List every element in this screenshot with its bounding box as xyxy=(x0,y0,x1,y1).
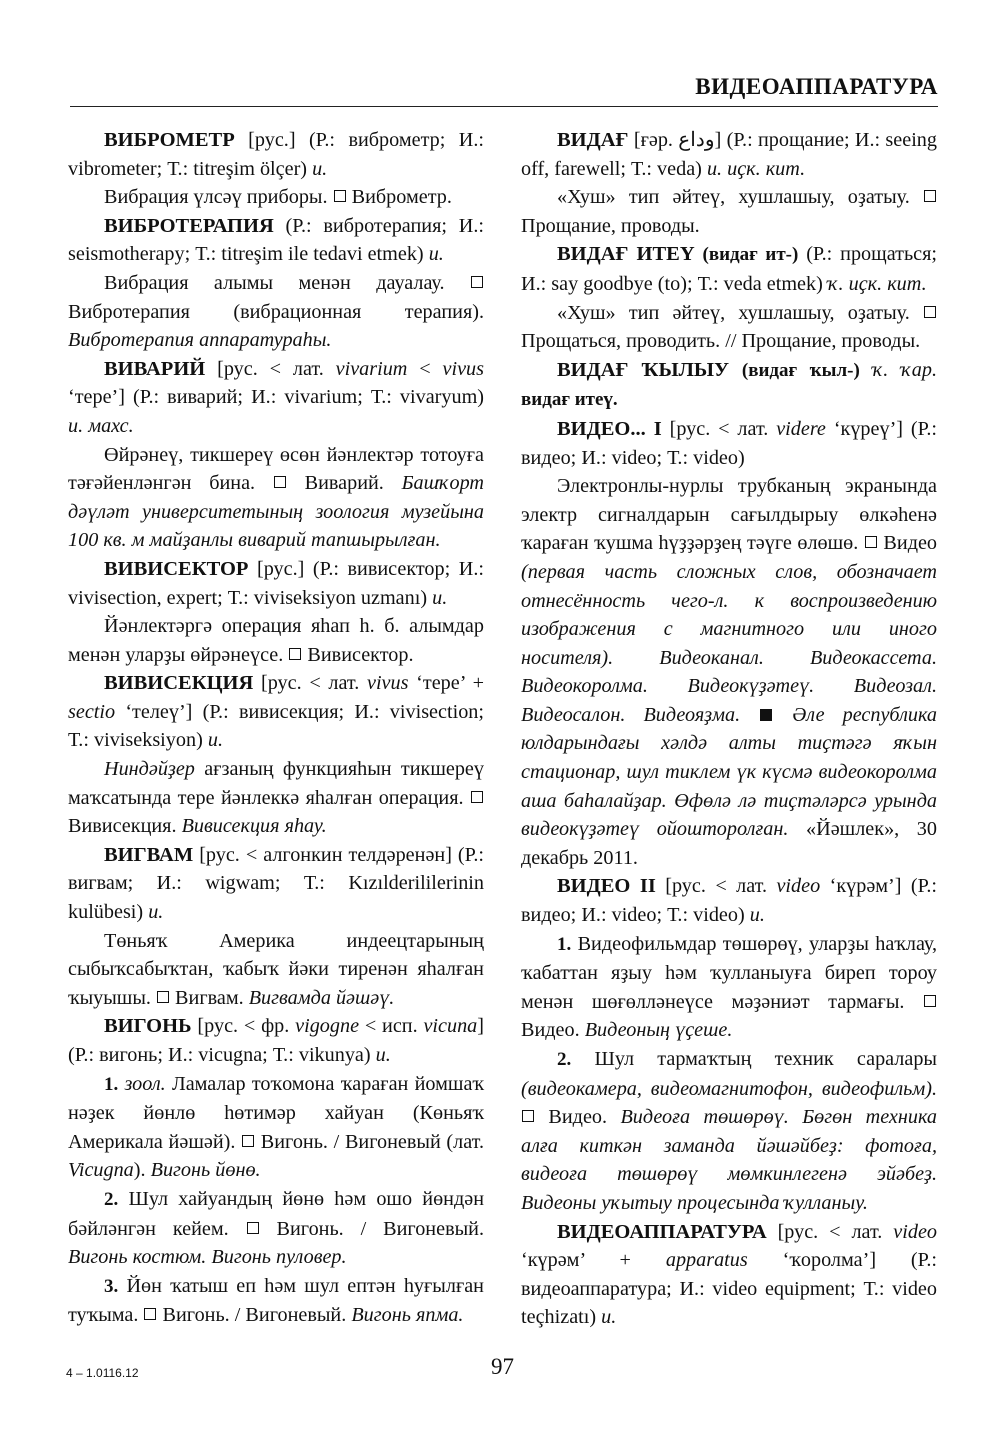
example: Башҡорт дәүләт университетының зоология музейына 100 кв. м майҙанлы виварий тапшырылған. xyxy=(68,472,484,552)
etymology: [рус. < лат. xyxy=(669,417,769,440)
etymology: ‘күрәм’] (Р.: видео; И.: video; Т.: video) xyxy=(521,875,938,927)
translation: Прощаться, проводить. // Прощание, проводы. xyxy=(521,330,921,353)
citation: «Йәшлек», 30 декабрь 2011. xyxy=(521,818,937,869)
entry-vivariy xyxy=(68,355,484,441)
part-of-speech: и. xyxy=(312,157,328,180)
etymology: [рус. < лат. xyxy=(260,672,360,695)
etymology: < исп. xyxy=(364,1015,418,1038)
definition xyxy=(68,927,484,1013)
translation-box-icon xyxy=(289,648,301,660)
translation-note: (первая часть сложных слов, обозначает отнесённость чего-л. к воспроизведению изображения с магнитного или иного носителя). xyxy=(521,560,937,669)
translation: Вивисекция. xyxy=(68,815,177,838)
definition-italic: Ниндәйҙер xyxy=(104,758,195,781)
translation: Вигонь. / Вигоневый. xyxy=(276,1217,485,1240)
etymology: [рус.] (Р.: виброметр; И.: vibrometer; Т.: titreşim ölçer) xyxy=(68,129,485,180)
translation-box-icon xyxy=(242,1135,254,1147)
definition xyxy=(68,269,484,355)
latin-word: vigogne xyxy=(295,1015,360,1038)
etymology: [рус.] (Р.: вивисектор; И.: vivisection, expert; Т.: viviseksiyon uzmanı) xyxy=(68,557,484,609)
etymology: ] (Р.: вигонь; И.: vicugna; Т.: vikunya) xyxy=(68,1015,485,1066)
etymology: ‘тере’ + xyxy=(416,672,485,695)
translation: Прощание, проводы. xyxy=(521,214,700,237)
latin-word: vivus xyxy=(366,672,409,695)
translation: Вигонь. / Вигоневый. xyxy=(162,1304,347,1327)
headword: ВИВИСЕКТОР xyxy=(104,557,249,580)
sense-number: 1. xyxy=(104,1073,119,1095)
translation: Виброметр. xyxy=(351,186,452,209)
headword-stem: (видағ ҡыл-) xyxy=(741,359,860,381)
definition-text: Электронлы-нурлы трубканың экранында электр сигналдарын сағылдырыу өлкәһенә ҡараған ҡушма һүҙҙәрҙең тәүге өлөшө. xyxy=(521,475,937,555)
sense-3 xyxy=(68,1272,484,1330)
sense-1 xyxy=(521,930,937,1045)
translation: Вибротерапия (вибрационная терапия). xyxy=(68,300,484,323)
sense-number: 2. xyxy=(104,1188,119,1210)
etymology: [рус. < лат. xyxy=(665,875,768,898)
translation: Вигвам. xyxy=(175,986,244,1009)
sense-2 xyxy=(68,1185,484,1272)
part-of-speech: и. xyxy=(749,904,765,927)
etymology: (Р.: вибротерапия; И.: seismotherapy; Т.: titreşim ile tedavi etmek) xyxy=(68,214,485,266)
part-of-speech: и. махс. xyxy=(68,414,134,437)
quotation: Әле республика юлдарындағы хәлдә алты тиҫтәгә яҡын стационар, шул тиклем үк күсмә видеокоролма аша баһалайҙар. Өфөлә лә тиҫтәләрсә урында видеокүҙәтеү ойошторолған. xyxy=(521,703,938,841)
entry-vigon xyxy=(68,1012,484,1069)
etymology: ‘күреү’] (Р.: видео; И.: video; Т.: video) xyxy=(521,417,938,469)
definition-text: Вибрация алымы менән дауалау. xyxy=(104,271,445,294)
part-of-speech: и. xyxy=(601,1306,617,1329)
definition xyxy=(68,612,484,669)
latin-word: vivus xyxy=(442,357,485,380)
part-of-speech: ҡ. ҡар. xyxy=(872,358,938,381)
latin-word: vicuna xyxy=(423,1015,478,1038)
definition-text: Вибрация үлсәү приборы. xyxy=(104,186,328,209)
part-of-speech: и. xyxy=(148,901,164,924)
translation-box-icon xyxy=(924,995,936,1007)
sense-2 xyxy=(521,1045,937,1218)
right-column xyxy=(521,126,937,1332)
part-of-speech: и. xyxy=(207,729,223,752)
etymology-sign: < xyxy=(419,357,431,380)
etymology: [рус. < лат. xyxy=(217,357,324,380)
definition-text: Видеофильмдар төшөрөү, уларҙы һаҡлау, ҡабаттан яҙыу һәм ҡулланыуға биреп тороу менән шөғөлләнеүсе мәҙәниәт тармағы. xyxy=(521,932,937,1013)
translation-box-icon xyxy=(865,536,877,548)
translation: Виварий. xyxy=(304,472,384,495)
cross-reference: видағ итеү. xyxy=(521,389,618,411)
definition xyxy=(68,441,484,555)
etymology: ‘ҡоролма’] (Р.: видеоаппаратура; И.: video equipment; Т.: video teçhizatı) xyxy=(521,1249,938,1329)
example: Видеоға төшөрөү. Бөгөн техника алға киткән заманда йәшәйбеҙ: фотоға, видеоға төшөрөү мөмкинлегенә эйәбеҙ. Видеоны уҡытыу процесында ҡулланыу. xyxy=(521,1106,937,1214)
translation-box-icon xyxy=(471,791,483,803)
sense-1 xyxy=(68,1070,484,1185)
definition-text: Төньяҡ Америка индеецтарының сыбыҡсабыҡтан, ҡабыҡ йәки тиренән яһалған ҡыуышы. xyxy=(68,929,484,1009)
translation-box-icon xyxy=(522,1110,534,1122)
definition-text: Ламалар тоҡомона ҡараған йомшаҡ нәҙек йөнлө һөтимәр хайуан (Көньяҡ Америкала йәшәй). xyxy=(68,1072,484,1153)
etymology: ‘тере’] (Р.: виварий; И.: vivarium; Т.: vivaryum) xyxy=(68,386,484,409)
latin-word: Vicugna xyxy=(68,1159,134,1182)
headword: ВИДАҒ xyxy=(557,129,629,151)
headword: ВИДЕО II xyxy=(557,875,656,898)
translation: Вивисектор. xyxy=(307,643,414,666)
etymology: ‘телеү’] (Р.: вивисекция; И.: vivisection; Т.: viviseksiyon) xyxy=(68,700,484,752)
definition-text: Йөн ҡатыш еп һәм шул ептән һуғылған туҡыма. xyxy=(68,1274,484,1327)
etymology: [рус. < фр. xyxy=(197,1015,290,1038)
translation: Видео xyxy=(883,532,938,555)
entry-vibroterapia xyxy=(68,212,484,269)
example: Вигонь костюм. Вигонь пуловер. xyxy=(68,1246,347,1269)
quotation-square-icon xyxy=(760,709,772,721)
etymology: [рус. < лат. xyxy=(777,1220,883,1243)
translation-box-icon xyxy=(144,1308,156,1320)
example: Видеоканал. Видеокассета. Видеокоролма. Видеокүҙәтеү. Видеозал. Видеосалон. Видеояҙма. xyxy=(521,646,937,726)
etymology: [ғәр. وداع] (Р.: прощание; И.: seeing off, farewell; Т.: veda) xyxy=(521,129,937,180)
printer-signature: 4 – 1.0116.12 xyxy=(66,1366,139,1380)
entry-vivisektor xyxy=(68,555,484,612)
definition-text: Йәнлектәргә операция яһап һ. б. алымдар менән уларҙы өйрәнеүсе. xyxy=(68,615,484,666)
definition xyxy=(68,755,484,841)
entry-vidag-kylyu xyxy=(521,356,937,415)
translation: Видео. xyxy=(548,1106,608,1129)
running-header xyxy=(70,72,938,107)
entry-vibrometer xyxy=(68,126,484,183)
definition-text: ағзаның функцияһын тикшереү маҡсатында тере йәнлеккә яһалған операция. xyxy=(68,758,484,809)
latin-word: video xyxy=(893,1220,937,1243)
translation-box-icon xyxy=(924,190,936,202)
definition-text: Шул тармаҡтың техник саралары xyxy=(594,1048,937,1070)
headword: ВИГОНЬ xyxy=(104,1015,192,1038)
headword: ВИБРОТЕРАПИЯ xyxy=(104,214,274,237)
headword: ВИДЕОАППАРАТУРА xyxy=(557,1220,767,1243)
headword-stem: (видағ ит-) xyxy=(702,244,799,266)
example: Видеоның үҫеше. xyxy=(584,1019,733,1042)
example: Вибротерапия аппаратураһы. xyxy=(68,329,332,352)
translation-box-icon xyxy=(274,476,286,488)
entry-vidag xyxy=(521,126,937,183)
domain-label: зоол. xyxy=(124,1072,166,1095)
latin-word: sectio xyxy=(68,700,116,723)
entry-vivisekcia xyxy=(68,669,484,755)
headword: ВИДЕО... I xyxy=(557,417,662,440)
definition xyxy=(521,472,937,872)
part-of-speech: и. xyxy=(432,586,448,609)
headword: ВИВИСЕКЦИЯ xyxy=(104,672,254,695)
etymology: (Р.: прощаться; И.: say goodbye (to); Т.: veda etmek) xyxy=(521,243,938,295)
definition-text: «Хуш» тип әйтеү, хушлашыу, оҙатыу. xyxy=(557,186,910,209)
translation-box-icon xyxy=(334,190,346,202)
example: Вигвамда йәшәү. xyxy=(248,986,395,1009)
definition xyxy=(521,183,937,240)
latin-word: video xyxy=(776,875,821,898)
entry-videoapparatura xyxy=(521,1218,937,1332)
running-title: ВИДЕОАППАРАТУРА xyxy=(695,74,938,99)
definition-text: Шул хайуандың йөнө һәм ошо йөндән бәйләнгән кейем. xyxy=(68,1187,484,1240)
translation: ). xyxy=(133,1159,146,1182)
etymology: [рус. < алгонкин телдәренән] (Р.: вигвам; И.: wigwam; Т.: Kızılderililerinin kulübesi) xyxy=(68,843,485,924)
translation-box-icon xyxy=(247,1222,259,1234)
translation-box-icon xyxy=(157,991,169,1003)
sense-number: 3. xyxy=(104,1275,119,1297)
entry-video-1 xyxy=(521,415,937,472)
definition-text: Өйрәнеү, тикшереү өсөн йәнлектәр тотоуға тәғәйенләнгән бина. xyxy=(68,443,484,495)
headword: ВИГВАМ xyxy=(104,843,194,866)
part-of-speech: и. иҫк. кит. xyxy=(706,157,806,180)
translation-box-icon xyxy=(924,306,936,318)
entry-video-2 xyxy=(521,872,937,929)
latin-word: vivarium xyxy=(335,357,408,380)
definition xyxy=(521,299,937,356)
example: Вивисекция яһау. xyxy=(181,815,327,838)
latin-word: apparatus xyxy=(665,1249,748,1272)
headword: ВИДАҒ ҠЫЛЫУ xyxy=(557,358,730,381)
definition xyxy=(68,183,484,212)
etymology: ‘күрәм’ + xyxy=(521,1249,631,1272)
left-column xyxy=(68,126,484,1330)
entry-vidag-iteu xyxy=(521,240,937,298)
headword: ВИДАҒ ИТЕҮ xyxy=(557,243,695,266)
headword: ВИВАРИЙ xyxy=(104,357,206,380)
part-of-speech: и. xyxy=(375,1044,391,1066)
latin-word: videre xyxy=(776,417,826,440)
part-of-speech: ҡ. иҫк. кит. xyxy=(827,272,927,295)
definition-note: (видеокамера, видеомагнитофон, видеофильм). xyxy=(521,1077,937,1100)
sense-number: 1. xyxy=(557,933,572,955)
translation: Вигонь. / Вигоневый (лат. xyxy=(260,1130,485,1153)
part-of-speech: и. xyxy=(428,243,444,266)
translation: Видео. xyxy=(521,1019,580,1042)
page-number: 97 xyxy=(491,1354,514,1379)
example: Вигонь йөнө. xyxy=(150,1159,261,1182)
example: Вигонь япма. xyxy=(351,1304,464,1327)
sense-number: 2. xyxy=(557,1049,572,1070)
headword: ВИБРОМЕТР xyxy=(104,129,235,151)
translation-box-icon xyxy=(471,276,483,288)
entry-vigvam xyxy=(68,841,484,927)
definition-text: «Хуш» тип әйтеү, хушлашыу, оҙатыу. xyxy=(557,301,910,324)
